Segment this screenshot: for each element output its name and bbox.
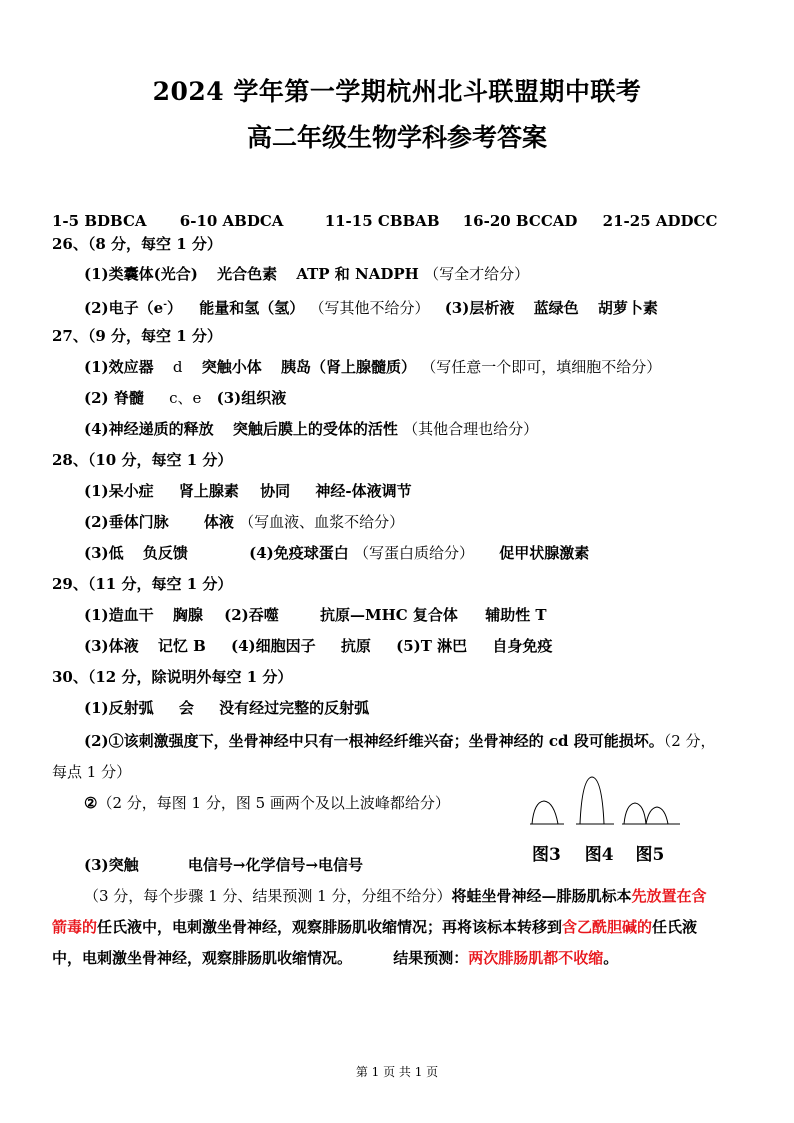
q30-line5: [84, 886, 707, 906]
q30-ans-5: ②: [84, 794, 98, 812]
q29-line1: [84, 605, 547, 625]
q30-ans-6: (3)突触: [84, 856, 139, 874]
q30-line7: [52, 948, 618, 968]
q26-ans-6: (3)层析液: [444, 299, 515, 317]
fig3-wave: [532, 801, 558, 824]
q27-ans-1: (1)效应器: [84, 358, 154, 376]
q27-ans-8: (4)神经递质的释放: [84, 420, 214, 438]
q26-ans-4: (2)电子（e: [84, 299, 164, 317]
q30-ans-2: 会: [178, 699, 194, 717]
q30-ans-8b: 任氏液中，电刺激坐骨神经，观察腓肠肌收缩情况；再将该标本转移到: [97, 918, 563, 936]
q28-ans-6: 体液: [203, 513, 234, 531]
q29-heading: 29、（11 分，每空 1 分）: [52, 575, 233, 593]
q30-ans-3: 没有经过完整的反射弧: [219, 699, 370, 717]
waveform-figures: [524, 770, 684, 830]
q27-ans-7: (3)组织液: [216, 389, 287, 407]
q30-line2: [84, 731, 716, 751]
fig4-wave: [580, 777, 604, 824]
q28-heading: 28、（10 分，每空 1 分）: [52, 451, 233, 469]
q27-ans-4: 胰岛（肾上腺髓质）: [280, 358, 416, 376]
q29-ans-10: (5)T 淋巴: [396, 637, 468, 655]
q27-ans-5: (2) 脊髓: [84, 389, 144, 407]
q29-ans-1: (1)造血干: [84, 606, 154, 624]
q29-ans-6: (3)体液: [84, 637, 139, 655]
q27-ans-9: 突触后膜上的受体的活性: [232, 420, 398, 438]
q26-line2: [84, 295, 658, 318]
q29-ans-5: 辅助性 T: [485, 606, 547, 624]
q30-ans-8c: 任氏液: [652, 918, 698, 936]
q29-ans-11: 自身免疫: [492, 637, 553, 655]
q30-line1: [84, 698, 369, 718]
q28-ans-1: (1)呆小症: [84, 482, 154, 500]
q26-ans-8: 胡萝卜素: [597, 299, 658, 317]
q30-line4: [84, 855, 363, 875]
q27-ans-6: c、e: [169, 389, 202, 407]
q30-ans-7: 电信号→化学信号→电信号: [187, 856, 364, 874]
q30-line6: [52, 917, 697, 937]
q30-ans-4: (2)①该刺激强度下，坐骨神经中只有一根神经纤维兴奋；坐骨神经的 cd 段可能损坏。: [84, 732, 664, 750]
q29-line2: [84, 636, 552, 656]
q27-note-2: （其他合理也给分）: [403, 420, 539, 438]
q26-line1: [84, 264, 529, 284]
mc-1-5: 1-5 BDBCA: [52, 212, 147, 230]
q28-ans-9: (4)免疫球蛋白: [249, 544, 349, 562]
page-subtitle: 高二年级生物学科参考答案: [246, 123, 547, 152]
figure-labels: [532, 840, 664, 865]
q29-ans-3: (2)吞噬: [224, 606, 279, 624]
q26-heading: 26、（8 分，每空 1 分）: [52, 235, 222, 253]
q27-ans-2: d: [172, 358, 183, 376]
q28-note-1: （写血液、血浆不给分）: [239, 513, 405, 531]
q29-ans-2: 胸腺: [172, 606, 203, 624]
page-title: 2024 学年第一学期杭州北斗联盟期中联考: [152, 77, 642, 106]
fig5-label: 图5: [635, 845, 665, 865]
q28-ans-3: 协同: [260, 482, 291, 500]
q29-ans-7: 记忆 B: [157, 637, 206, 655]
q29-ans-9: 抗原: [340, 637, 371, 655]
mc-6-10: 6-10 ABDCA: [179, 212, 284, 230]
q26-ans-2: 光合色素: [217, 265, 278, 283]
q30-ans-8-red2: 箭毒的: [52, 918, 98, 936]
q27-note-1: （写任意一个即可，填细胞不给分）: [421, 358, 662, 376]
q26-ans-4b: ）: [166, 299, 182, 317]
q27-heading: 27、（9 分，每空 1 分）: [52, 327, 222, 345]
q26-ans-7: 蓝绿色: [533, 299, 579, 317]
fig5-wave-1: [624, 803, 646, 824]
q28-note-2: （写蛋白质给分）: [354, 544, 475, 562]
mc-answers: [52, 211, 717, 231]
q28-ans-2: 肾上腺素: [178, 482, 239, 500]
fig5-wave-2: [646, 807, 668, 824]
fig3-label: 图3: [532, 845, 561, 865]
mc-16-20: 16-20 BCCAD: [462, 212, 578, 230]
q26-note-1: （写全才给分）: [424, 265, 530, 283]
q28-line2: [84, 512, 404, 532]
q27-line1: [84, 357, 661, 377]
fig4-label: 图4: [584, 845, 614, 865]
q26-ans-1: (1)类囊体(光合): [84, 265, 198, 283]
q28-ans-4: 神经-体液调节: [315, 482, 412, 500]
q30-ans-8a: 将蛙坐骨神经—腓肠肌标本: [451, 887, 632, 905]
q28-ans-8: 负反馈: [142, 544, 188, 562]
q30-note-2: （2 分，每图 1 分，图 5 画两个及以上波峰都给分）: [97, 794, 450, 812]
mc-11-15: 11-15 CBBAB: [324, 212, 440, 230]
q26-ans-4-sup: -: [163, 300, 167, 310]
q30-ans-1: (1)反射弧: [84, 699, 154, 717]
q30-result: 两次腓肠肌都不收缩: [468, 949, 604, 967]
q29-ans-4: 抗原—MHC 复合体: [320, 606, 458, 624]
q30-result-end: 。: [603, 949, 619, 967]
q27-line2: [84, 388, 286, 408]
q26-note-2: （写其他不给分）: [309, 299, 430, 317]
q30-note-1: （2 分，: [663, 732, 716, 750]
q28-line3: [84, 543, 589, 563]
q28-ans-5: (2)垂体门脉: [84, 513, 169, 531]
page-footer: 第 1 页 共 1 页: [355, 1065, 439, 1079]
q26-ans-3: ATP 和 NADPH: [296, 265, 419, 283]
mc-21-25: 21-25 ADDCC: [602, 212, 718, 230]
q30-ans-8d: 中，电刺激坐骨神经，观察腓肠肌收缩情况。: [52, 949, 353, 967]
q30-note-3: （3 分，每个步骤 1 分、结果预测 1 分，分组不给分）: [84, 887, 452, 905]
q30-note-1-cont: 每点 1 分）: [52, 763, 132, 781]
q27-ans-3: 突触小体: [201, 358, 262, 376]
q30-result-label: 结果预测：: [393, 949, 469, 967]
q30-ans-8-red1: 先放置在含: [631, 887, 707, 905]
q30-line3: [84, 793, 450, 813]
q29-ans-8: (4)细胞因子: [231, 637, 316, 655]
q28-ans-7: (3)低: [84, 544, 124, 562]
q27-line3: [84, 419, 538, 439]
q26-ans-5: 能量和氢（氢）: [199, 299, 305, 317]
q28-line1: [84, 481, 412, 501]
q30-heading: 30、（12 分，除说明外每空 1 分）: [52, 668, 293, 686]
q28-ans-10: 促甲状腺激素: [499, 544, 590, 562]
q30-ans-8-red3: 含乙酰胆碱的: [562, 918, 653, 936]
